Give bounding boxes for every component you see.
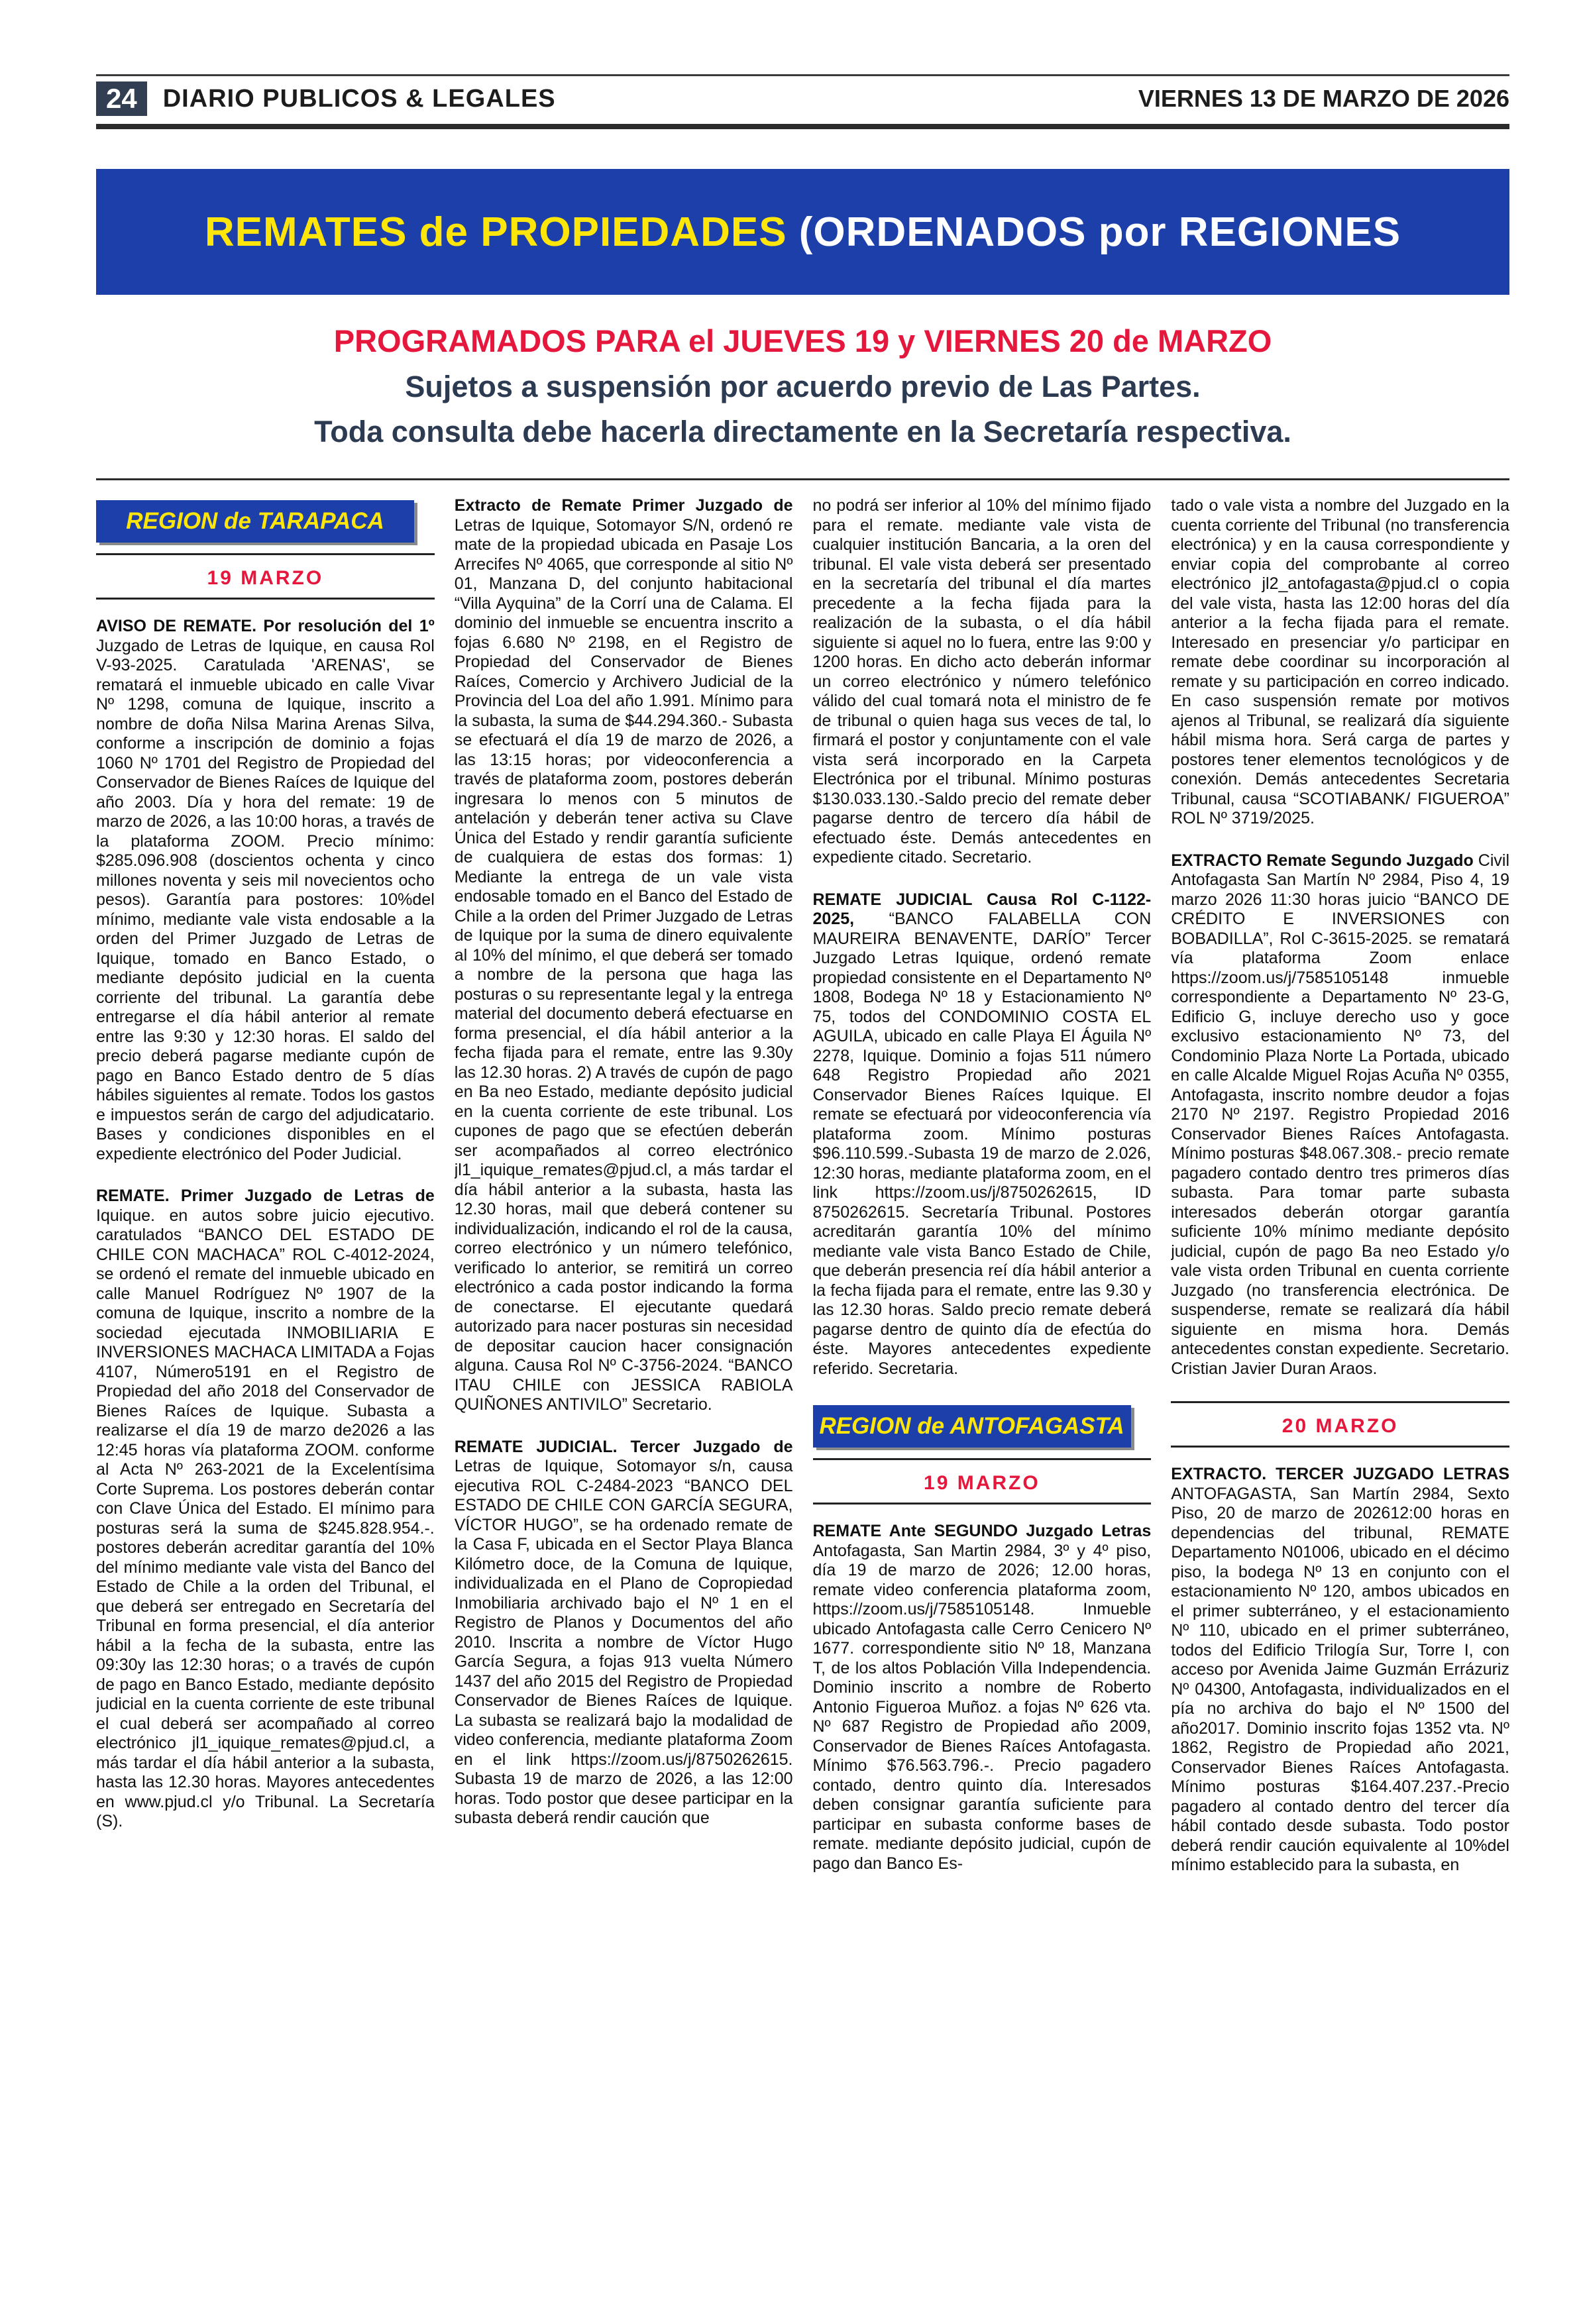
banner-title-main: REMATES de PROPIEDADES <box>204 209 787 255</box>
date-divider <box>96 555 435 600</box>
notice-lead: Extracto de Remate Primer Juzgado de <box>454 496 793 515</box>
legal-notice: REMATE JUDICIAL Causa Rol C-1122-2025, “BANCO FALABELLA CON MAUREIRA BENAVENTE, DARÍO” Tercer Juzgado Letras Iquique, ordenó remate propiedad consistente en el Departamento Nº 1808, Bodega Nº 18 y Estacionamiento Nº 75, todos del CONDOMINIO COSTA EL AGUILA, ubicado en calle Playa El Águila Nº 2278, Iquique. Dominio a fojas 511 número 648 Registro Propiedad año 2021 Conservador Bienes Raíces Iquique. El remate se efectuará por videoconferencia vía plataforma zoom. Mínimo posturas $96.110.599.-Subasta 19 de marzo de 2.026, 12:30 horas, mediante plataforma zoom, en el link https://zoom.us/j/8750262615, ID 8750262615. Secretaría Tribunal. Postores acreditarán garantía 10% del mínimo mediante vale vista Banco Estado de Chile, que deberán presencia reí día hábil anterior a la fecha fijada para el remate, entre las 9.30 y las 12.30 horas. Saldo precio remate deberá pagarse dentro de quinto día de efectúa do éste. Mayores antecedentes expediente referido. Secretaria. <box>812 890 1152 1378</box>
section-banner-title <box>205 209 1401 256</box>
date-label: 20 MARZO <box>1281 1415 1399 1438</box>
notice-lead: REMATE JUDICIAL. Tercer Juzgado de <box>454 1437 793 1456</box>
notice-continuation: tado o vale vista a nombre del Juzgado en la cuenta corriente del Tribunal (no transferencia electrónica) y en la causa correspondiente y enviar copia del comprobante al correo electrónico jl2_antofagasta@pjud.cl o copia del vale vista, hasta las 12:00 horas del día anterior a la fecha fijada para el remate. Interesado en presenciar y/o participar en remate debe coordinar su incorporación al remate y su participación en correo indicado. En caso suspensión remate por motivos ajenos al Tribunal, se realizará día siguiente hábil misma hora. Será carga de partes y postores tener elementos tecnológicos y de conexión. Demás antecedentes Secretaria Tribunal, causa “SCOTIABANK/ FIGUEROA” ROL Nº 3719/2025. <box>1171 496 1509 828</box>
notice-lead: AVISO DE REMATE. Por resolución del 1º <box>96 617 435 636</box>
notice-lead: EXTRACTO Remate Segundo Juzgado <box>1171 851 1478 870</box>
masthead-title: DIARIO PUBLICOS & LEGALES <box>162 84 556 113</box>
column-2 <box>455 496 793 2296</box>
notice-continuation: no podrá ser inferior al 10% del mínimo fijado para el remate. mediante vale vista de cualquier institución Bancaria, a la oren del tribunal. El vale vista deberá ser presentado en la secretaría del tribunal el día martes precedente a la fecha fijada para la realización de la subasta, o el día hábil siguiente si aquel no lo fuera, entre las 9:00 y 1200 horas. En dicho acto deberán informar un correo electrónico y número telefónico válido del cual tomará nota el ministro de fe de tribunal o quien haga sus veces de tal, lo firmará el postor y conjuntamente con el vale vista será incorporado en la Carpeta Electrónica por el tribunal. Mínimo posturas $130.033.130.-Saldo precio del remate deber pagarse dentro de tercero día hábil de efectuado éste. Demás antecedentes en expediente citado. Secretario. <box>812 496 1152 867</box>
legal-notice: REMATE Ante SEGUNDO Juzgado Letras Antofagasta, San Martin 2984, 3º y 4º piso, día 19 de marzo de 2026; 12.00 horas, remate video conferencia plataforma zoom, https://zoom.us/j/7585105148. Inmueble ubicado Antofagasta calle Cerro Cenicero Nº 1677. correspondiente sitio Nº 18, Manzana T, de los altos Población Villa Independencia. Dominio inscrito a nombre de Roberto Antonio Figueroa Muñoz. a fojas Nº 626 vta. Nº 687 Registro de Propiedad año 2009, Conservador de Bienes Raíces Antofagasta. Mínimo $76.563.796.-. Precio pagadero contado, dentro quinto día. Interesados deben consignar garantía suficiente para participar en subasta conforme bases de remate. mediante depósito judicial, cupón de pago dan Banco Es- <box>812 1522 1152 1873</box>
region-header-wrap <box>96 496 435 555</box>
legal-notice: AVISO DE REMATE. Por resolución del 1º Juzgado de Letras de Iquique, en causa Rol V-93-2025. Caratulada 'ARENAS', se rematará el inmueble ubicado en calle Vivar Nº 1298, comuna de Iquique, inscrito a nombre de doña Nilsa Marina Arenas Silva, conforme a inscripción de dominio a fojas 1060 Nº 1701 del Registro de Propiedad del Conservador de Bienes Raíces de Iquique del año 2003. Día y hora del remate: 19 de marzo de 2026, a las 10:00 horas, a través de la plataforma ZOOM. Precio mínimo: $285.096.908 (doscientos ochenta y cinco millones noventa y seis mil novecientos ocho pesos). Garantía para postores: 10%del mínimo, mediante vale vista endosable a la orden del Primer Juzgado de Letras de Iquique, tomado en Banco Estado, o mediante depósito judicial en la cuenta corriente del tribunal. La garantía debe entregarse el día hábil anterior al remate entre las 9:30 y 12:30 horas. El saldo del precio deberá pagarse mediante cupón de pago en Banco Estado dentro de 5 días hábiles siguientes al remate. Todos los gastos e impuestos serán de cargo del adjudicatario. Bases y condiciones disponibles en el expediente electrónico del Poder Judicial. <box>96 617 435 1163</box>
column-1 <box>96 496 435 2296</box>
notice-lead: REMATE Ante SEGUNDO Juzgado Letras <box>812 1522 1152 1541</box>
note-line-1: Sujetos a suspensión por acuerdo previo de Las Partes. <box>405 370 1201 404</box>
notice-lead: REMATE JUDICIAL Causa Rol C-1122-2025, <box>812 890 1152 929</box>
column-4 <box>1171 496 1509 2296</box>
date-label: 19 MARZO <box>207 567 324 590</box>
page-number-badge: 24 <box>96 81 147 116</box>
legal-notice: REMATE. Primer Juzgado de Letras de Iquique. en autos sobre juicio ejecutivo. caratulados “BANCO DEL ESTADO DE CHILE CON MACHACA” ROL C-4012-2024, se ordenó el remate del inmueble ubicado en calle Manuel Rodríguez Nº 1907 de la comuna de Iquique, inscrito a nombre de la sociedad ejecutada INMOBILIARIA E INVERSIONES MACHACA LIMITADA a Fojas 4107, Número5191 en el Registro de Propiedad del año 2018 del Conservador de Bienes Raíces de Iquique. Subasta a realizarse el día 19 de marzo de2026 a las 12:45 horas vía plataforma ZOOM. conforme al Acta Nº 263-2021 de la Excelentísima Corte Suprema. Los postores deberán contar con Clave Única del Estado. EI mínimo para posturas será la suma de $245.828.954.-. postores deberán acreditar garantía del 10% del mínimo mediante vale vista del Banco del Estado de Chile a la orden del Tribunal, el que deberá ser entregado en Secretaría del Tribunal en forma presencial, el día anterior hábil a la fecha de la subasta, entre las 09:30y las 12:30 horas; o a través de cupón de pago en Banco Estado, mediante depósito judicial en la cuenta corriente de este tribunal el cual deberá ser acompañado al correo electrónico jl1_iquique_remates@pjud.cl, a más tardar el día hábil anterior a la subasta, hasta las 12.30 horas. Mayores antecedentes en www.pjud.cl y/o Tribunal. La Secretaría (S). <box>96 1187 435 1831</box>
note-line-2: Toda consulta debe hacerla directamente en la Secretaría respectiva. <box>314 415 1291 449</box>
page-header <box>96 74 1509 129</box>
region-header: REGION de ANTOFAGASTA <box>813 1405 1131 1448</box>
section-banner <box>96 169 1509 295</box>
legal-notice: EXTRACTO. TERCER JUZGADO LETRAS ANTOFAGASTA, San Martín 2984, Sexto Piso, 20 de marzo de 202612:00 horas en dependencias del tribunal, REMATE Departamento N01006, ubicado en el décimo piso, la bodega Nº 13 en conjunto con el estacionamiento Nº 120, ambos ubicados en el primer subterráneo, y el estacionamiento Nº 110, ubicado en el primer subterráneo, todos del Edificio Trilogía Sur, Torre I, con acceso por Avenida Jaime Guzmán Errázuriz Nº 04300, Antofagasta, individualizados en el pía no archiva do bajo el Nº 1500 del año2017. Dominio inscrito fojas 1352 vta. Nº 1862, Registro de Propiedad año 2021, Conservador Bienes Raíces Antofagasta. Mínimo posturas $164.407.237.-Precio pagadero al contado dentro del tercer día hábil contado desde subasta. Todo postor deberá rendir caución equivalente al 10%del mínimo establecido para la subasta, en <box>1171 1465 1509 1875</box>
schedule-line: PROGRAMADOS PARA el JUEVES 19 y VIERNES 20 de MARZO <box>333 323 1272 359</box>
banner-title-secondary: (ORDENADOS por REGIONES <box>787 209 1401 255</box>
date-label: 19 MARZO <box>924 1472 1040 1495</box>
legal-notice: Extracto de Remate Primer Juzgado de Letras de Iquique, Sotomayor S/N, ordenó re mate de la propiedad ubicada en Pasaje Los Arrecifes Nº 4065, que corresponde al sitio Nº 01, Manzana D, del conjunto habitacional “Villa Ayquina” de la Corrí una de Calama. El dominio del inmueble se encuentra inscrito a fojas 6.680 Nº 2198, en el Registro de Propiedad del Conservador de Bienes Raíces, Comercio y Archivero Judicial de la Provincia del Loa del año 1.991. Mínimo para la subasta, la suma de $44.294.360.- Subasta se efectuará el día 19 de marzo de 2026, a las 13:15 horas; por videoconferencia a través de plataforma zoom, postores deberán ingresara lo menos con 5 minutos de antelación y deberán tener activa su Clave Única del Estado y rendir garantía suficiente de cualquiera de estas dos formas: 1) Mediante la entrega de un vale vista endosable tomado en el Banco del Estado de Chile a la orden del Primer Juzgado de Letras de Iquique por la suma de dinero equivalente al 10% del mínimo, el que deberá ser tomado a nombre de la persona que haga las posturas o su representante legal y la entrega material del documento deberá efectuarse en forma presencial, el día hábil anterior a la fecha fijada para el remate, entre las 9.30y las 12.30 horas. 2) A través de cupón de pago en Ba neo Estado, mediante depósito judicial en la cuenta corriente de este tribunal. Los cupones de pago que se efectúen deberán ser acompañados al correo electrónico jl1_iquique_remates@pjud.cl, a más tardar el día hábil anterior a la subasta, hasta las 12.30 horas, mail que deberá contener su individualización, indicando el rol de la causa, correo electrónico y un número telefónico, verificado lo anterior, se remitirá un correo electrónico a cada postor indicando la forma de conectarse. El ejecutante quedará autorizado para nacer posturas sin necesidad de depositar caucion hacer consignación alguna. Causa Rol Nº C-3756-2024. “BANCO ITAU CHILE con JESSICA RABIOLA QUIÑONES ANTIVILO” Secretario. <box>454 496 793 1414</box>
region-header-wrap <box>813 1401 1152 1460</box>
region-header: REGION de TARAPACA <box>96 500 414 543</box>
date-divider <box>813 1460 1152 1505</box>
column-3 <box>813 496 1152 2296</box>
legal-notice: REMATE JUDICIAL. Tercer Juzgado de Letras de Iquique, Sotomayor s/n, causa ejecutiva ROL C-2484-2023 “BANCO DEL ESTADO DE CHILE CON GARCÍA SEGURA, VÍCTOR HUGO”, se ha ordenado remate de la Casa F, ubicada en el Sector Playa Blanca Kilómetro doce, de la Comuna de Iquique, individualizada en el Plano de Copropiedad Inmobiliaria archivado bajo el Nº 1 en el Registro de Planos y Documentos del año 2010. Inscrita a nombre de Víctor Hugo García Segura, a fojas 913 vuelta Número 1437 del año 2015 del Registro de Propiedad Conservador de Bienes Raíces de Iquique. La subasta se realizará bajo la modalidad de video conferencia, mediante plataforma Zoom en el link https://zoom.us/j/8750262615. Subasta 19 de marzo de 2026, a las 12:00 horas. Todo postor que desee participar en la subasta deberá rendir caución que <box>454 1437 793 1828</box>
columns <box>96 496 1509 2296</box>
columns-top-rule <box>96 478 1509 480</box>
date-divider <box>1171 1401 1509 1448</box>
legal-notice: EXTRACTO Remate Segundo Juzgado Civil Antofagasta San Martín Nº 2984, Piso 4, 19 marzo 2026 11:30 horas juicio “BANCO DE CRÉDITO E INVERSIONES con BOBADILLA”, Rol C-3615-2025. se rematará vía plataforma Zoom enlace https://zoom.us/j/7585105148 inmueble correspondiente a Departamento Nº 23-G, Edificio G, incluye derecho uso y goce exclusivo estacionamiento Nº 73, del Condominio Plaza Norte La Portada, ubicado en calle Alcalde Miguel Rojas Acuña Nº 0355, Antofagasta, inscrito nombre deudor a fojas 2170 Nº 2197. Registro Propiedad 2016 Conservador Bienes Raíces Antofagasta. Mínimo posturas $48.067.308.- precio remate pagadero contado dentro tres primeros días subasta. Para tomar parte subasta interesados deberán otorgar garantía suficiente 10% mínimo mediante depósito judicial, cupón de pago Ba neo Estado y/o vale vista orden Tribunal en cuenta corriente Juzgado (no transferencia electrónica. De suspenderse, remate se realizará día hábil siguiente en misma hora. Demás antecedentes constan expediente. Secretario. Cristian Javier Duran Araos. <box>1171 851 1509 1378</box>
notice-lead: REMATE. Primer Juzgado de Letras de <box>96 1187 435 1206</box>
issue-date: VIERNES 13 DE MARZO DE 2026 <box>1138 85 1509 113</box>
notice-lead: EXTRACTO. TERCER JUZGADO LETRAS <box>1171 1465 1509 1484</box>
